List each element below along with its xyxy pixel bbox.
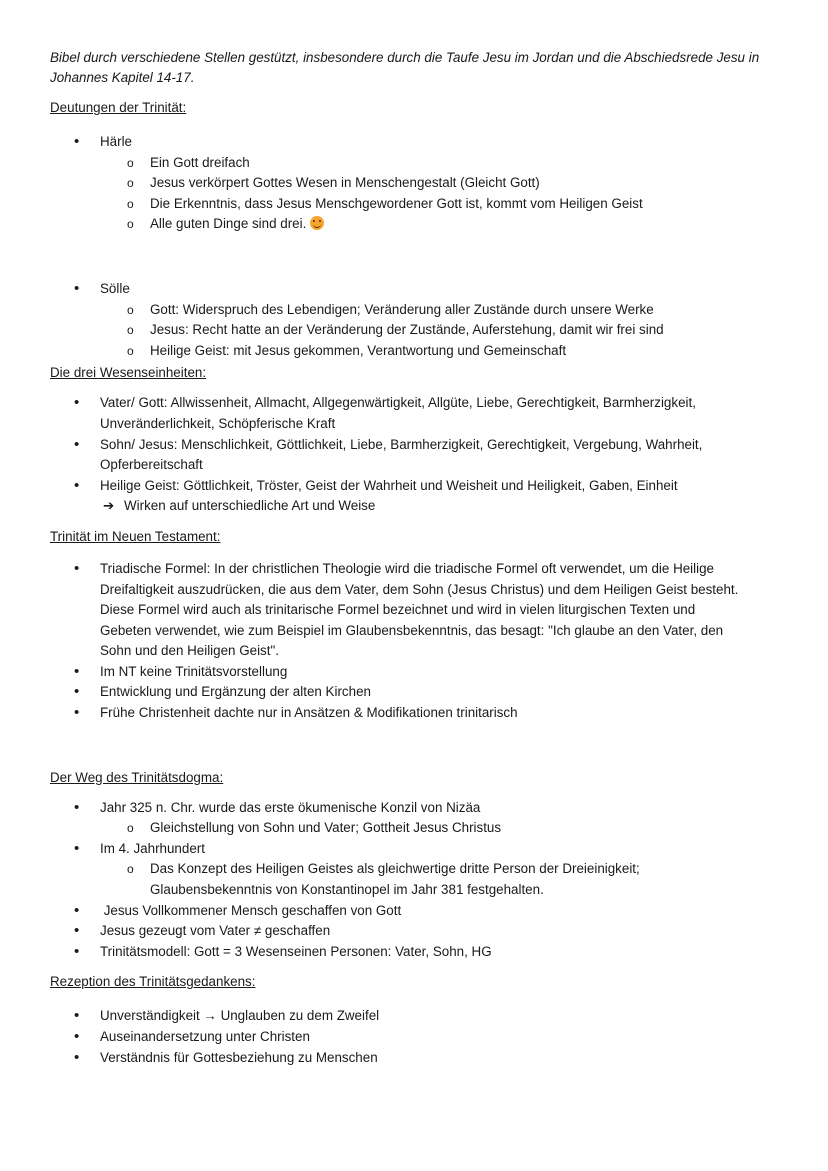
list-item-haerle: • Härle [50, 132, 780, 153]
list-item-soelle: • Sölle [50, 279, 780, 300]
list-item-nizaea: • Jahr 325 n. Chr. wurde das erste ökumenische Konzil von Nizäa [50, 798, 780, 819]
heading-neues-testament: Trinität im Neuen Testament: [50, 528, 221, 544]
list-item-triadische-formel [50, 559, 780, 662]
arrow-right-icon: ➔ [103, 498, 115, 514]
list-item: • Auseinandersetzung unter Christen [50, 1027, 780, 1048]
line: Glaubensbekenntnis von Konstantinopel im Jahr 381 festgehalten. [150, 882, 544, 898]
list-item-konstantinopel [50, 859, 780, 900]
line: Sohn und den Heiligen Geist". [100, 643, 279, 659]
list-item: • Jesus gezeugt vom Vater ≠ geschaffen [50, 921, 780, 942]
line: o Das Konzept des Heiligen Geistes als gleichwertige dritte Person der Dreieinigkeit; [150, 861, 640, 877]
list-deutungen [50, 132, 780, 235]
list-item: • Trinitätsmodell: Gott = 3 Wesenseinen Personen: Vater, Sohn, HG [50, 942, 780, 963]
arrow-note [50, 496, 780, 517]
line: Unveränderlichkeit, Schöpferische Kraft [100, 415, 336, 431]
list-neues-testament [50, 559, 780, 724]
list-item-geist [50, 476, 780, 497]
list-item: • Entwicklung und Ergänzung der alten Kirchen [50, 682, 780, 703]
line: Gebeten verwendet, wie zum Beispiel im Glaubensbekenntnis, das besagt: "Ich glaube an den Vater, den [100, 622, 724, 638]
line: • Heilige Geist: Göttlichkeit, Tröster, Geist der Wahrheit und Weisheit und Heiligkeit, Gaben, Einheit [100, 477, 678, 493]
list-item: o Gott: Widerspruch des Lebendigen; Veränderung aller Zustände durch unsere Werke [50, 300, 780, 321]
list-item-vater [50, 393, 780, 434]
list-item: • Jesus Vollkommener Mensch geschaffen von Gott [50, 901, 780, 922]
list-item: o Gleichstellung von Sohn und Vater; Gottheit Jesus Christus [50, 818, 780, 839]
smiley-icon [310, 216, 324, 230]
list-wesenseinheiten [50, 393, 780, 496]
heading-deutungen: Deutungen der Trinität: [50, 100, 187, 115]
list-item: • Verständnis für Gottesbeziehung zu Menschen [50, 1048, 780, 1069]
list-item-sohn [50, 435, 780, 476]
list-trinitaetsdogma [50, 798, 780, 963]
list-item: o Heilige Geist: mit Jesus gekommen, Verantwortung und Gemeinschaft [50, 341, 780, 362]
list-item-with-emoji [50, 214, 780, 235]
intro-paragraph: Bibel durch verschiedene Stellen gestützt, insbesondere durch die Taufe Jesu im Jordan und die Abschiedsrede Jesu in Johannes Kapitel 14-17. [50, 50, 760, 85]
list-soelle [50, 279, 780, 361]
list-item: • Frühe Christenheit dachte nur in Ansätzen & Modifikationen trinitarisch [50, 703, 780, 724]
list-item-text: Alle guten Dinge sind drei. [150, 216, 307, 232]
list-rezeption [50, 1006, 780, 1068]
list-item: o Die Erkenntnis, dass Jesus Menschgewordener Gott ist, kommt vom Heiligen Geist [50, 194, 780, 215]
heading-trinitaetsdogma: Der Weg des Trinitätsdogma: [50, 769, 224, 785]
list-item: o Jesus verkörpert Gottes Wesen in Menschengestalt (Gleicht Gott) [50, 173, 780, 194]
line: Diese Formel wird auch als trinitarische Formel bezeichnet und wird in vielen liturgischen Texten und [100, 602, 696, 618]
list-item: o Jesus: Recht hatte an der Veränderung der Zustände, Auferstehung, damit wir frei sind [50, 320, 780, 341]
line: • Triadische Formel: In der christlichen Theologie wird die triadische Formel oft verwendet, um die Heilige [100, 560, 715, 576]
arrow-note-text: Wirken auf unterschiedliche Art und Weise [124, 498, 376, 514]
document-page [50, 48, 780, 1068]
list-item: o Ein Gott dreifach [50, 153, 780, 174]
list-item: • Im NT keine Trinitätsvorstellung [50, 662, 780, 683]
heading-wesenseinheiten: Die drei Wesenseinheiten: [50, 365, 207, 381]
line: • Vater/ Gott: Allwissenheit, Allmacht, Allgegenwärtigkeit, Allgüte, Liebe, Gerechtigkeit, Barmherzigkeit, [100, 395, 696, 411]
list-item: • Unverständigkeit → Unglauben zu dem Zweifel [50, 1006, 780, 1027]
list-item-jahrhundert: • Im 4. Jahrhundert [50, 839, 780, 860]
heading-rezeption: Rezeption des Trinitätsgedankens: [50, 974, 256, 990]
line: Dreifaltigkeit auszudrücken, die aus dem Vater, dem Sohn (Jesus Christus) und dem Heiligen Geist besteht. [100, 581, 739, 597]
line: Opferbereitschaft [100, 457, 203, 473]
line: • Sohn/ Jesus: Menschlichkeit, Göttlichkeit, Liebe, Barmherzigkeit, Gerechtigkeit, Vergebung, Wahrheit, [100, 436, 703, 452]
